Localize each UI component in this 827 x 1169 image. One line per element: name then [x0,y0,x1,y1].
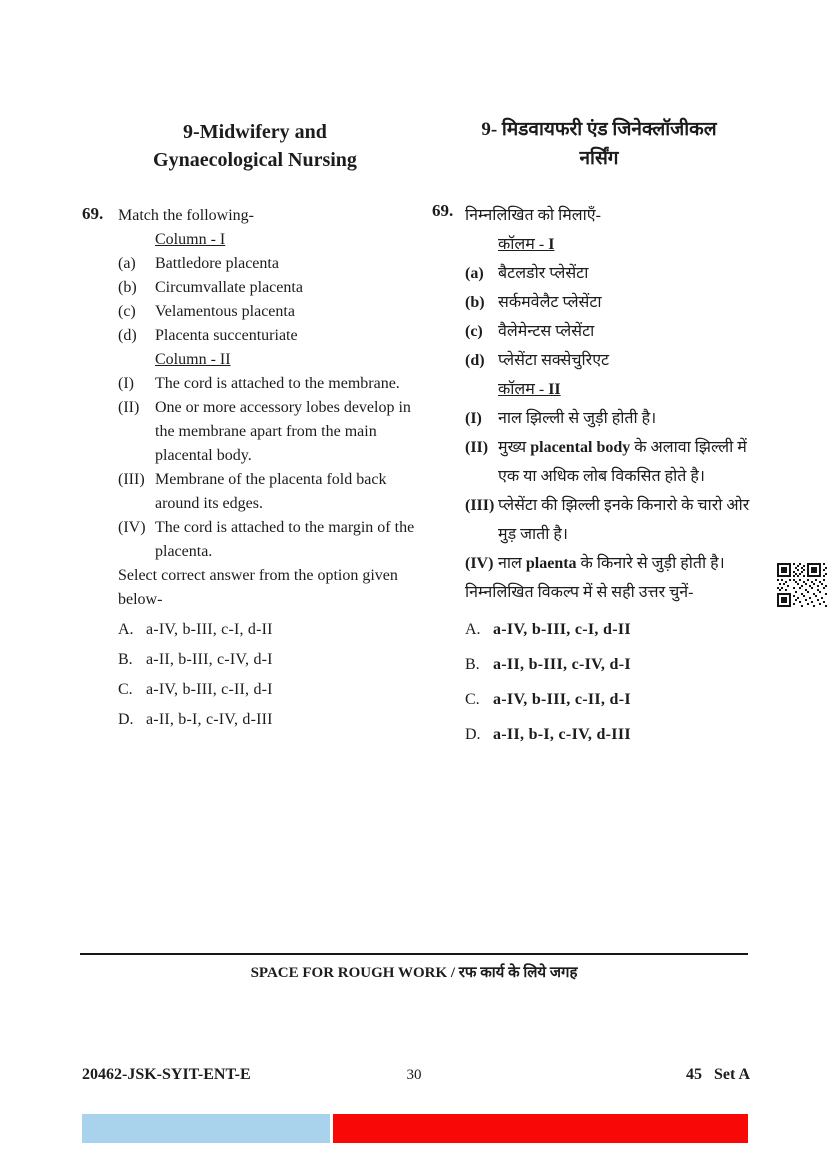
question-en [82,204,428,738]
item-label: (I) [465,410,482,427]
answer-option [465,720,766,749]
question-hi [432,201,766,755]
item-label: (IV) [118,519,146,536]
item-label: (b) [465,294,485,311]
column-1-item [465,259,766,288]
item-label: (IV) [465,555,494,572]
total-pages: 45 [686,1066,702,1083]
rough-work-label: SPACE FOR ROUGH WORK / रफ कार्य के लिये जगह [250,965,578,981]
bottom-bar-red [333,1114,748,1143]
option-text: a-IV, b-III, c-I, d-II [493,621,631,638]
column-1-heading [498,230,766,259]
column-2-item [118,516,428,564]
option-text: a-IV, b-III, c-II, d-I [493,691,631,708]
question-number: 69. [432,201,454,220]
item-text: Circumvallate placenta [155,279,303,296]
item-text: प्लेसेंटा सक्सेचुरिएट [498,352,610,369]
item-text: सर्कमवेलैट प्लेसेंटा [498,294,602,311]
option-label: D. [465,726,481,743]
option-label: B. [118,651,133,668]
hindi-section [432,115,766,755]
item-label: (II) [465,439,489,456]
item-text-segment: प्लेसेंटा की झिल्ली इनके किनारो के चारो ओर मुड़ जाती है। [498,497,750,543]
option-text: a-II, b-I, c-IV, d-III [493,726,631,743]
item-text: The cord is attached to the margin of the placenta. [155,519,415,560]
option-text: a-II, b-III, c-IV, d-I [493,656,631,673]
column-2-heading [498,375,766,404]
bottom-bar-blue [82,1114,330,1143]
option-label: C. [465,691,480,708]
column-2-heading: Column - II [155,351,231,368]
answer-options-hi [465,615,766,749]
option-text: a-II, b-I, c-IV, d-III [146,711,273,728]
section-title-line1: 9- मिडवायफरी एंड जिनेक्लॉजीकल [481,119,717,140]
column-heading-text: कॉलम - [498,236,549,253]
english-section [82,118,428,738]
column-2-item [118,396,428,468]
column-heading-text: कॉलम - [498,381,549,398]
item-text-segment: मुख्य [498,439,531,456]
item-label: (d) [118,327,137,344]
item-text: Membrane of the placenta fold back around its edges. [155,471,387,512]
qr-code-icon [777,563,827,607]
question-body-hi [465,201,766,755]
select-instruction: निम्नलिखित विकल्प में से सही उत्तर चुनें- [465,584,694,601]
item-label: (c) [118,303,136,320]
option-label: B. [465,656,480,673]
option-label: D. [118,711,134,728]
section-title-line2: नर्सिंग [579,148,619,169]
option-text: a-IV, b-III, c-I, d-II [146,621,273,638]
column-1-heading: Column - I [155,231,226,248]
item-text [498,404,766,433]
section-title-en [82,118,428,174]
set-label [686,1066,750,1084]
item-text: One or more accessory lobes develop in the membrane apart from the main placental body. [155,399,411,464]
item-text-segment: के किनारे से जुड़ी होती है। [576,555,725,572]
item-label: (d) [465,352,485,369]
column-1-item [118,276,428,300]
item-text: वैलेमेन्टस प्लेसेंटा [498,323,595,340]
column-2-item [465,549,766,578]
column-2-item [118,372,428,396]
column-1-item [465,346,766,375]
booklet-code: 20462-JSK-SYIT-ENT-E [82,1066,251,1083]
item-text: The cord is attached to the membrane. [155,375,400,392]
item-label: (III) [465,497,495,514]
answer-option [118,618,428,642]
option-label: A. [118,621,134,638]
column-1-item [118,324,428,348]
answer-option [118,708,428,732]
column-heading-numeral: I [548,236,555,253]
item-text-segment: नाल [498,555,526,572]
column-1-item [465,317,766,346]
column-1-item [118,300,428,324]
section-title-hi [432,115,766,173]
page-number: 30 [406,1067,422,1083]
item-label: (II) [118,399,140,416]
item-text: Placenta succenturiate [155,327,298,344]
column-2-item [465,491,766,549]
question-body-en [118,204,428,738]
option-text: a-IV, b-III, c-II, d-I [146,681,273,698]
item-text-bold-segment: placental body [530,439,631,456]
item-text: Battledore placenta [155,255,279,272]
answer-option [465,685,766,714]
item-label: (a) [118,255,136,272]
item-label: (III) [118,471,145,488]
column-2-item [465,433,766,491]
item-text [498,433,766,491]
question-intro: Match the following- [118,207,254,224]
set-name: Set A [714,1066,750,1083]
column-1-item [465,288,766,317]
item-text [498,491,766,549]
item-text [498,549,766,578]
option-label: A. [465,621,481,638]
section-title-line2: Gynaecological Nursing [153,149,357,171]
answer-option [465,615,766,644]
answer-option [465,650,766,679]
column-1-item [118,252,428,276]
option-label: C. [118,681,133,698]
rough-work-divider [80,953,748,955]
question-number: 69. [82,204,104,223]
column-2-item [465,404,766,433]
column-2-item [118,468,428,516]
item-text: बैटलडोर प्लेसेंटा [498,265,589,282]
question-intro: निम्नलिखित को मिलाएँ- [465,207,601,224]
item-label: (a) [465,265,484,282]
select-instruction: Select correct answer from the option given below- [118,567,398,608]
column-heading-numeral: II [548,381,561,398]
answer-options-en [118,618,428,732]
item-label: (b) [118,279,137,296]
section-title-line1: 9-Midwifery and [183,121,327,143]
answer-option [118,678,428,702]
item-text: Velamentous placenta [155,303,295,320]
item-label: (c) [465,323,483,340]
item-text-bold-segment: plaenta [525,555,577,572]
item-label: (I) [118,375,134,392]
item-text-segment: के अलावा झिल्ली में एक या अधिक लोब विकसित होते है। [498,439,747,485]
item-text-segment: नाल झिल्ली से जुड़ी होती है। [498,410,657,427]
answer-option [118,648,428,672]
option-text: a-II, b-III, c-IV, d-I [146,651,273,668]
